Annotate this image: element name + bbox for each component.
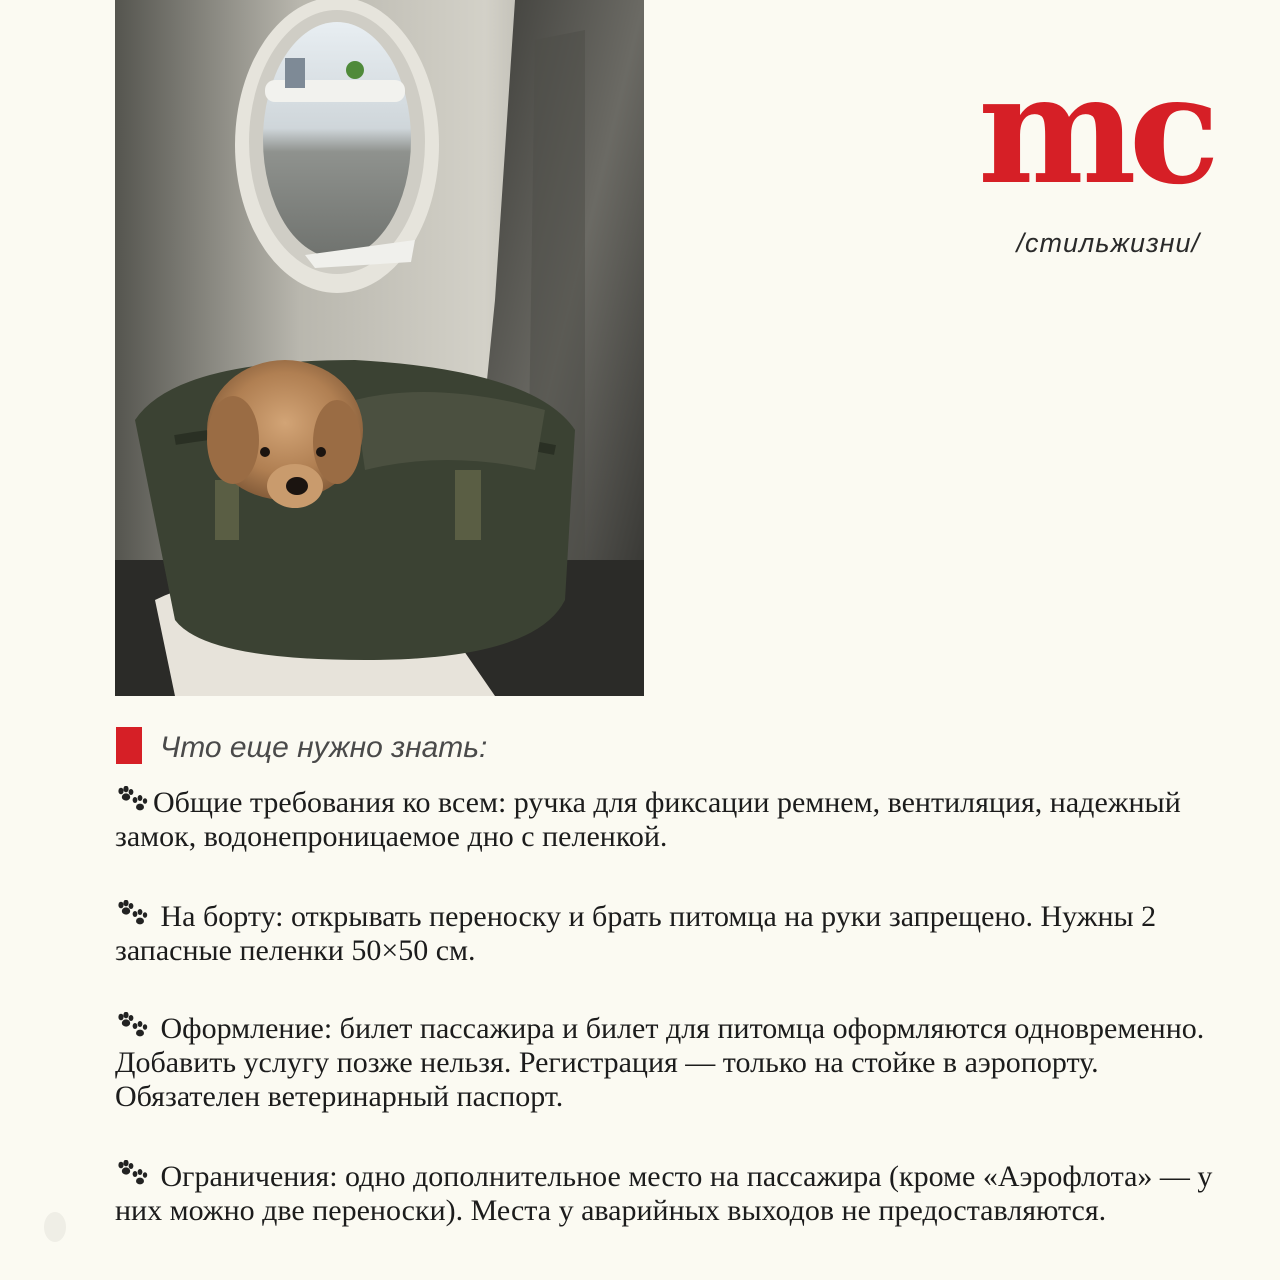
- paragraph-booking: [115, 1012, 1225, 1114]
- brand-logo: mc: [977, 42, 1212, 218]
- section-title: Что еще нужно знать:: [160, 731, 488, 764]
- watermark-dot: [44, 1212, 66, 1242]
- paragraph-text: Ограничения: одно дополнительное место на пассажира (кроме «Аэрофлота» — у них можно две переноски). Места у аварийных выходов не предоставляются.: [115, 1160, 1213, 1227]
- paragraph-text: Оформление: билет пассажира и билет для питомца оформляются одновременно. Добавить услугу позже нельзя. Регистрация — только на стойке в аэропорту. Обязателен ветеринарный паспорт.: [115, 1012, 1205, 1113]
- paw-prints-icon: [115, 1012, 149, 1040]
- paw-prints-icon: [115, 900, 149, 928]
- paragraph-restrictions: [115, 1160, 1225, 1228]
- dog-carrier-airplane-photo: [115, 0, 644, 696]
- brand-tagline: /стильжизни/: [1016, 228, 1200, 258]
- paw-prints-icon: [115, 786, 149, 814]
- section-marker: [116, 727, 142, 764]
- article-photo: [115, 0, 644, 696]
- paragraph-text: Общие требования ко всем: ручка для фиксации ремнем, вентиляция, надежный замок, водонепроницаемое дно с пеленкой.: [115, 786, 1181, 853]
- paragraph-on-board: [115, 900, 1225, 968]
- paw-prints-icon: [115, 1160, 149, 1188]
- paragraph-general-requirements: [115, 786, 1225, 854]
- paragraph-text: На борту: открывать переноску и брать питомца на руки запрещено. Нужны 2 запасные пеленки 50×50 см.: [115, 900, 1157, 967]
